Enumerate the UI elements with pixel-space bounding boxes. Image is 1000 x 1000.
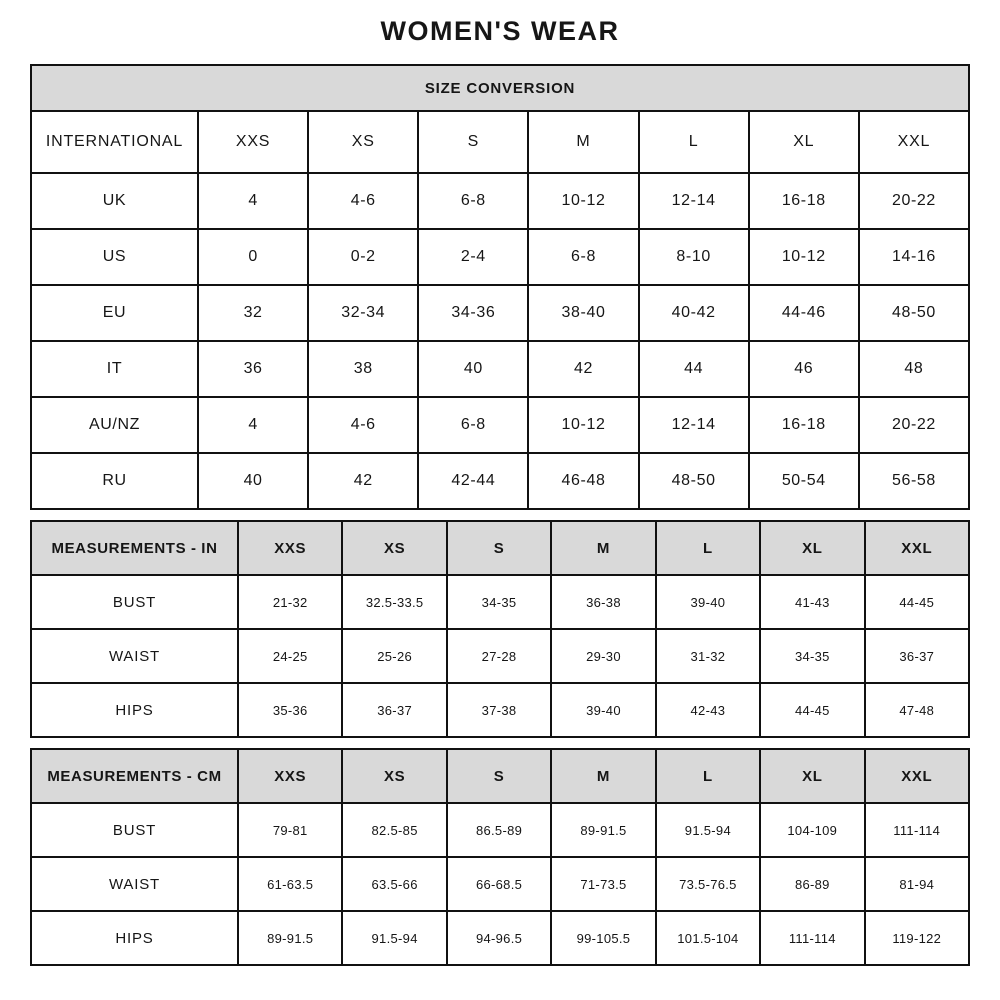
table-cell: 27-28 [447,629,551,683]
table-cell: 12-14 [639,173,749,229]
table-cell: 86-89 [760,857,864,911]
table-row [31,911,969,965]
table-cell: 99-105.5 [551,911,655,965]
table-cell: 42 [528,341,638,397]
table-cell: 12-14 [639,397,749,453]
table-cell: 46 [749,341,859,397]
table-cell: 14-16 [859,229,969,285]
row-label: WAIST [31,629,238,683]
column-header: XXS [198,111,308,173]
column-header: S [418,111,528,173]
row-label: BUST [31,575,238,629]
table-cell: 32-34 [308,285,418,341]
column-header: XS [342,521,446,575]
row-label: US [31,229,198,285]
table-cell: 34-35 [760,629,864,683]
table-cell: 66-68.5 [447,857,551,911]
column-header: XXL [865,521,969,575]
table-cell: 73.5-76.5 [656,857,760,911]
table-cell: 31-32 [656,629,760,683]
table-cell: 63.5-66 [342,857,446,911]
table-row [31,803,969,857]
table-cell: 40 [198,453,308,509]
table-cell: 41-43 [760,575,864,629]
column-header: XL [749,111,859,173]
column-header: XXL [859,111,969,173]
row-label: EU [31,285,198,341]
column-header: INTERNATIONAL [31,111,198,173]
row-label: UK [31,173,198,229]
column-header: L [639,111,749,173]
table-row [31,397,969,453]
measurements-cm-table-body [31,749,969,965]
table-cell: 8-10 [639,229,749,285]
column-header: XS [342,749,446,803]
table-cell: 6-8 [418,173,528,229]
table-cell: 4-6 [308,397,418,453]
column-header: XS [308,111,418,173]
table-cell: 34-36 [418,285,528,341]
table-row [31,683,969,737]
table-cell: 32 [198,285,308,341]
table-cell: 32.5-33.5 [342,575,446,629]
column-header: XL [760,521,864,575]
column-header: MEASUREMENTS - CM [31,749,238,803]
row-label: BUST [31,803,238,857]
row-label: RU [31,453,198,509]
table-cell: 94-96.5 [447,911,551,965]
table-cell: 89-91.5 [551,803,655,857]
table-cell: 89-91.5 [238,911,342,965]
table-cell: 48 [859,341,969,397]
table-cell: 44 [639,341,749,397]
table-cell: 36-37 [342,683,446,737]
table-cell: 47-48 [865,683,969,737]
table-cell: 4 [198,173,308,229]
table-cell: 2-4 [418,229,528,285]
column-header: L [656,521,760,575]
column-header: L [656,749,760,803]
table-cell: 42 [308,453,418,509]
row-label: HIPS [31,683,238,737]
table-cell: 6-8 [418,397,528,453]
table-cell: 10-12 [749,229,859,285]
column-header: XXS [238,749,342,803]
table-row [31,575,969,629]
table-cell: 48-50 [859,285,969,341]
measurements-in-table-body [31,521,969,737]
table-cell: 81-94 [865,857,969,911]
table-cell: 34-35 [447,575,551,629]
table-cell: 40 [418,341,528,397]
table-cell: 39-40 [551,683,655,737]
table-cell: 91.5-94 [342,911,446,965]
table-cell: 119-122 [865,911,969,965]
table-cell: 56-58 [859,453,969,509]
table-cell: 20-22 [859,173,969,229]
table-row [31,453,969,509]
table-cell: 38-40 [528,285,638,341]
size-conversion-table-body [31,65,969,509]
column-header: M [551,521,655,575]
column-header: XL [760,749,864,803]
table-cell: 40-42 [639,285,749,341]
table-cell: 6-8 [528,229,638,285]
page-title: WOMEN'S WEAR [380,16,620,46]
table-cell: 91.5-94 [656,803,760,857]
size-conversion-table [30,64,970,510]
table-cell: 10-12 [528,397,638,453]
column-header: M [551,749,655,803]
column-header: XXS [238,521,342,575]
table-cell: 37-38 [447,683,551,737]
table-row [31,341,969,397]
table-cell: 61-63.5 [238,857,342,911]
table-cell: 35-36 [238,683,342,737]
table-cell: 86.5-89 [447,803,551,857]
table-cell: 20-22 [859,397,969,453]
table-cell: 0 [198,229,308,285]
row-label: IT [31,341,198,397]
row-label: WAIST [31,857,238,911]
table-cell: 16-18 [749,397,859,453]
table-cell: 42-44 [418,453,528,509]
table-cell: 42-43 [656,683,760,737]
column-header: MEASUREMENTS - IN [31,521,238,575]
table-row [31,229,969,285]
table-cell: 21-32 [238,575,342,629]
table-cell: 48-50 [639,453,749,509]
table-cell: 24-25 [238,629,342,683]
table-cell: 38 [308,341,418,397]
table-cell: 0-2 [308,229,418,285]
table-cell: 44-45 [865,575,969,629]
table-cell: 36 [198,341,308,397]
table-cell: 44-46 [749,285,859,341]
table-row [31,629,969,683]
row-label: AU/NZ [31,397,198,453]
table-cell: 111-114 [760,911,864,965]
table-cell: 36-38 [551,575,655,629]
table-cell: 44-45 [760,683,864,737]
table-cell: 71-73.5 [551,857,655,911]
table-cell: 111-114 [865,803,969,857]
column-header: S [447,749,551,803]
table-cell: 39-40 [656,575,760,629]
table-cell: 10-12 [528,173,638,229]
table-cell: 36-37 [865,629,969,683]
column-header: M [528,111,638,173]
table-cell: 16-18 [749,173,859,229]
measurements-cm-table [30,748,970,966]
table-cell: 104-109 [760,803,864,857]
measurements-in-table [30,520,970,738]
table-cell: 29-30 [551,629,655,683]
table-row [31,173,969,229]
table-cell: 4-6 [308,173,418,229]
table-cell: 79-81 [238,803,342,857]
row-label: HIPS [31,911,238,965]
table-title: SIZE CONVERSION [31,65,969,111]
table-cell: 50-54 [749,453,859,509]
table-cell: 46-48 [528,453,638,509]
table-row [31,857,969,911]
column-header: XXL [865,749,969,803]
column-header: S [447,521,551,575]
table-row [31,285,969,341]
table-cell: 25-26 [342,629,446,683]
table-cell: 101.5-104 [656,911,760,965]
table-cell: 82.5-85 [342,803,446,857]
table-cell: 4 [198,397,308,453]
